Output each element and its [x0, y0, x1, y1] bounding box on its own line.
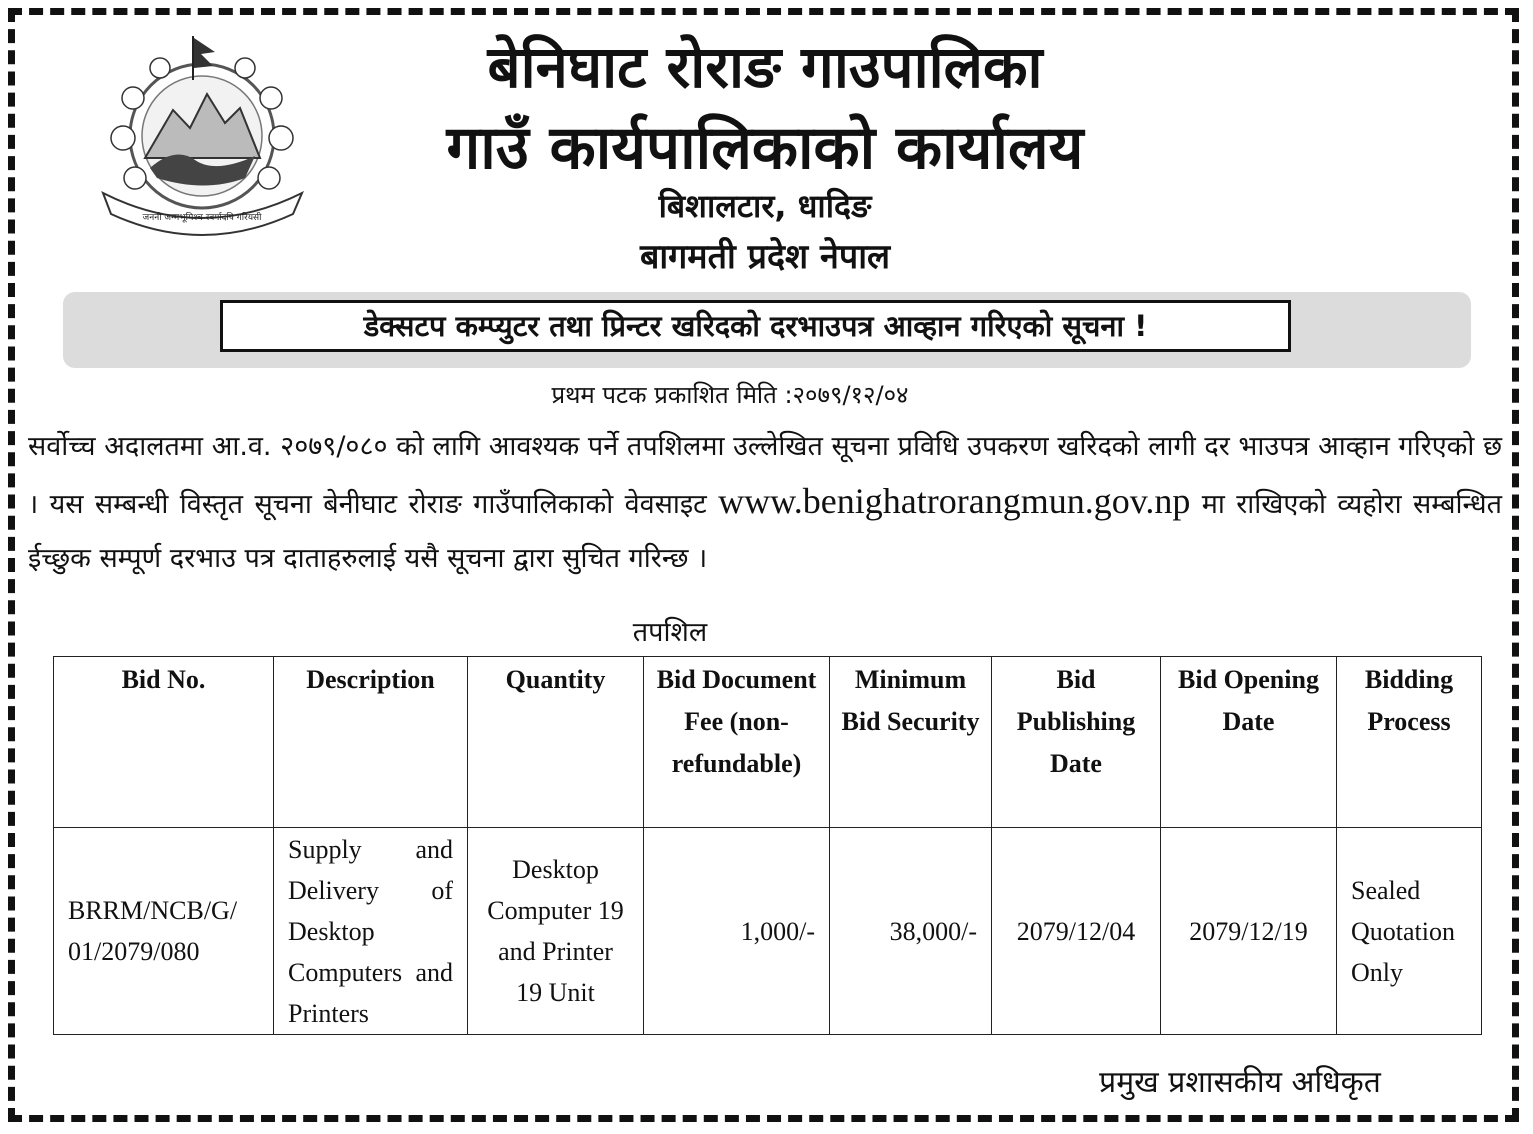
cell-bid-no: BRRM/NCB/G/ 01/2079/080 [54, 828, 274, 1035]
table-row [54, 828, 1482, 1035]
cell-fee: 1,000/- [644, 828, 830, 1035]
province-country: बागमती प्रदेश नेपाल [639, 237, 891, 277]
cell-process: Sealed Quotation Only [1337, 828, 1482, 1035]
notice-body [28, 420, 1502, 586]
emblem-motto: जननी जन्मभूमिश्च स्वर्गादपि गरियसी [142, 213, 262, 223]
notice-body-part1: सर्वोच्च अदालतमा आ.व. २०७९/०८० को लागि आवश्यक पर्ने तपशिलमा उल्लेखित सूचना प्रविधि उपकरण खरिदको लागी दर भाउपत्र आव्हान गरिएको छ । यस सम्बन्धी विस्तृत सूचना बेनीघाट रोराङ गाउँपालिकाको वेवसाइट [28, 431, 1502, 520]
published-date: प्रथम पटक प्रकाशित मिति :२०७९/१२/०४ [551, 381, 909, 409]
column-header-publishing-date: Bid Publishing Date [992, 657, 1161, 828]
column-header-process: Bidding Process [1337, 657, 1482, 828]
column-header-opening-date: Bid Opening Date [1161, 657, 1337, 828]
column-header-quantity: Quantity [468, 657, 644, 828]
cell-quantity: Desktop Computer 19 and Printer 19 Unit [468, 828, 644, 1035]
website-link[interactable]: www.benighatrorangmun.gov.np [718, 481, 1191, 521]
bid-table [53, 656, 1482, 1035]
cell-description: Supply and Delivery of Desktop Computers and Printers [274, 828, 468, 1035]
column-header-description: Description [274, 657, 468, 828]
office-name: गाउँ कार्यपालिकाको कार्यालय [446, 113, 1084, 183]
schedule-heading: तपशिल [632, 617, 708, 648]
notice-body-part2: मा राखिएको व्यहोरा सम्बन्धित ईच्छुक सम्पूर्ण दरभाउ पत्र दाताहरुलाई यसै सूचना द्वारा सुचित गरिन्छ । [28, 489, 1502, 574]
column-header-fee: Bid Document Fee (non-refundable) [644, 657, 830, 828]
table-header-row [54, 657, 1482, 828]
cell-publishing-date: 2079/12/04 [992, 828, 1161, 1035]
notice-title: डेक्सटप कम्प्युटर तथा प्रिन्टर खरिदको दरभाउपत्र आव्हान गरिएको सूचना ! [220, 300, 1291, 352]
column-header-bid-no: Bid No. [54, 657, 274, 828]
cell-security: 38,000/- [830, 828, 992, 1035]
municipality-name: बेनिघाट रोराङ गाउपालिका [487, 33, 1043, 101]
office-address: बिशालटार, धादिङ [658, 187, 872, 225]
column-header-security: Minimum Bid Security [830, 657, 992, 828]
cell-opening-date: 2079/12/19 [1161, 828, 1337, 1035]
nepal-emblem-icon [95, 28, 310, 238]
signatory-title: प्रमुख प्रशासकीय अधिकृत [1099, 1065, 1381, 1100]
